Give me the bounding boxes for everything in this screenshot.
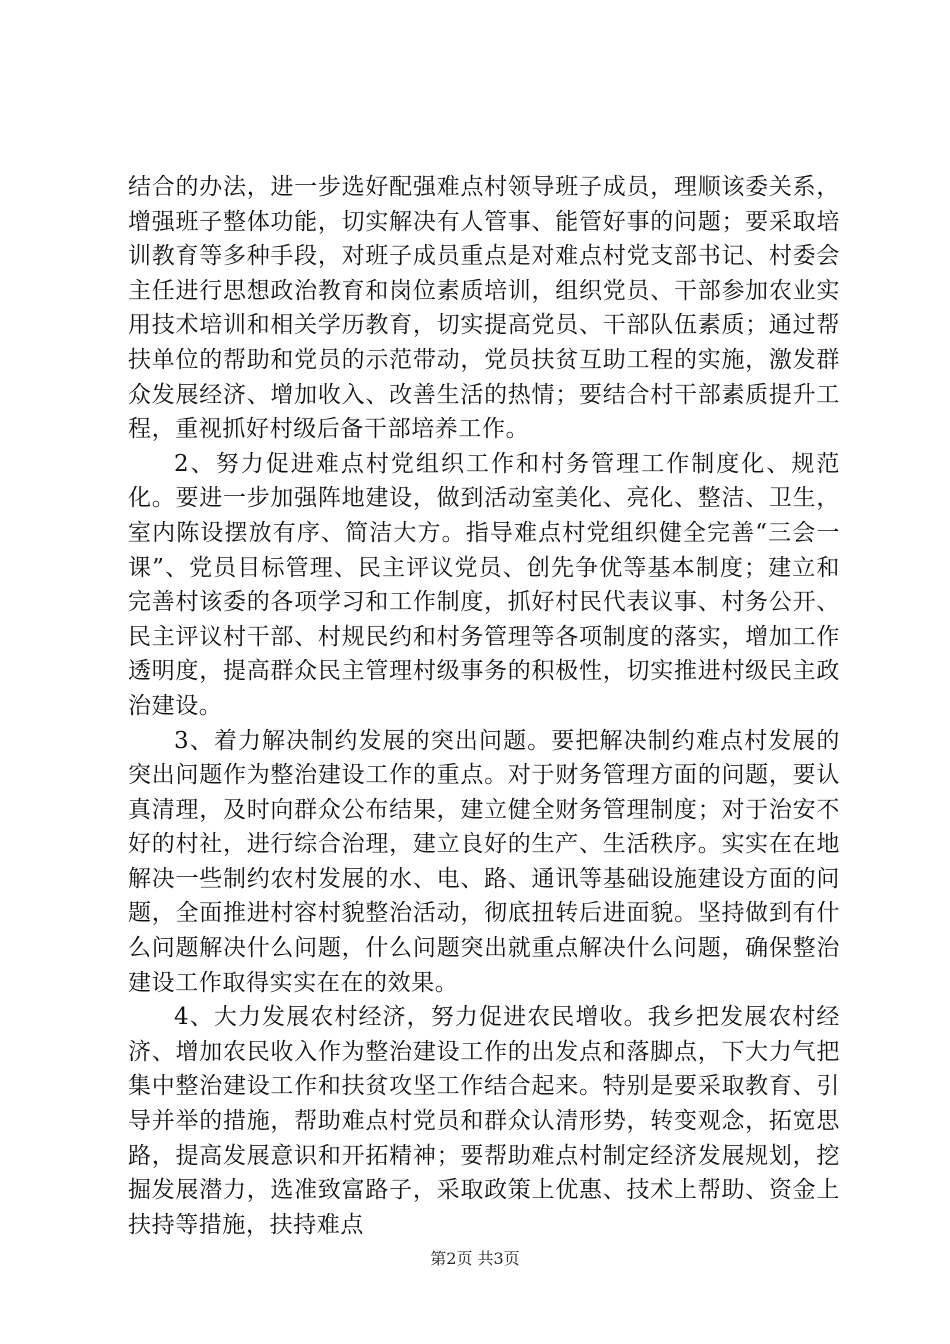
page-number: 第2页 共3页	[430, 1249, 520, 1268]
paragraph-1: 结合的办法，进一步选好配强难点村领导班子成员，理顺该委关系，增强班子整体功能，切实解决有人管事、能管好事的问题；要采取培训教育等多种手段，对班子成员重点是对难点村党支部书记、村委会主任进行思想政治教育和岗位素质培训，组织党员、干部参加农业实用技术培训和相关学历教育，切实提高党员、干部队伍素质；通过帮扶单位的帮助和党员的示范带动，党员扶贫互助工程的实施，激发群众发展经济、增加收入、改善生活的热情；要结合村干部素质提升工程，重视抓好村级后备干部培养工作。	[128, 174, 840, 443]
paragraph-2: 2、努力促进难点村党组织工作和村务管理工作制度化、规范化。要进一步加强阵地建设，做到活动室美化、亮化、整洁、卫生，室内陈设摆放有序、简洁大方。指导难点村党组织健全完善“三会一课”、党员目标管理、民主评议党员、创先争优等基本制度；建立和完善村该委的各项学习和工作制度，抓好村民代表议事、村务公开、民主评议村干部、村规民约和村务管理等各项制度的落实，增加工作透明度，提高群众民主管理村级事务的积极性，切实推进村级民主政治建设。	[128, 450, 840, 719]
paragraph-4: 4、大力发展农村经济，努力促进农民增收。我乡把发展农村经济、增加农民收入作为整治建设工作的出发点和落脚点，下大力气把集中整治建设工作和扶贫攻坚工作结合起来。特别是要采取教育、引导并举的措施，帮助难点村党员和群众认清形势，转变观念，拓宽思路，提高发展意识和开拓精神；要帮助难点村制定经济发展规划，挖掘发展潜力，选准致富路子，采取政策上优惠、技术上帮助、资金上扶持等措施，扶持难点	[128, 1004, 840, 1238]
paragraph-3: 3、着力解决制约发展的突出问题。要把解决制约难点村发展的突出问题作为整治建设工作的重点。对于财务管理方面的问题，要认真清理，及时向群众公布结果，建立健全财务管理制度；对于治安不好的村社，进行综合治理，建立良好的生产、生活秩序。实实在在地解决一些制约农村发展的水、电、路、通讯等基础设施建设方面的问题，全面推进村容村貌整治活动，彻底扭转后进面貌。坚持做到有什么问题解决什么问题，什么问题突出就重点解决什么问题，确保整治建设工作取得实实在在的效果。	[128, 727, 840, 996]
document-body	[128, 170, 840, 1242]
page-footer	[0, 1246, 950, 1269]
